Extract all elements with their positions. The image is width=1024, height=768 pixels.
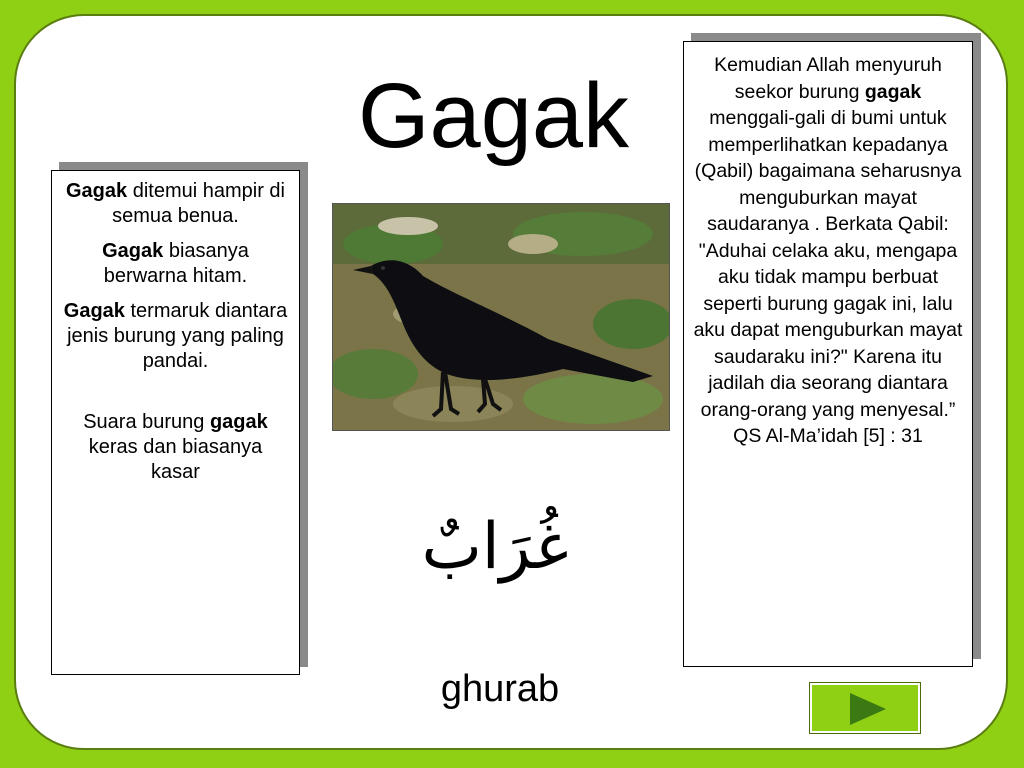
next-slide-button[interactable] xyxy=(810,683,920,733)
quote-text: Kemudian Allah menyuruh seekor burung gagak menggali-gali di bumi untuk memperlihatkan kepadanya (Qabil) bagaimana seharusnya menguburkan mayat saudaranya . Berkata Qabil: "Aduhai celaka aku, mengapa aku tidak mampu berbuat seperti burung gagak ini, lalu aku dapat menguburkan mayat saudaraku ini?" Karena itu jadilah dia seorang diantara orang-orang yang menyesal.” xyxy=(693,54,963,421)
play-triangle-icon xyxy=(850,693,886,725)
crow-photo xyxy=(332,203,670,431)
crow-illustration xyxy=(333,204,670,431)
slide-title: Gagak xyxy=(358,65,630,167)
fact-1: Gagak ditemui hampir di semua benua. xyxy=(66,180,285,227)
left-info-panel xyxy=(51,170,300,675)
fact-3: Gagak termaruk diantara jenis burung yang paling pandai. xyxy=(63,300,288,372)
quote-citation: QS Al-Ma’idah [5] : 31 xyxy=(733,425,923,447)
arabic-word: غُرَابٌ xyxy=(421,510,569,584)
fact-2: Gagak biasanya berwarna hitam. xyxy=(102,240,249,287)
fact-4: Suara burung gagak keras dan biasanya kasar xyxy=(83,411,268,483)
transliteration: ghurab xyxy=(440,668,560,710)
quran-quote-panel xyxy=(683,41,973,667)
